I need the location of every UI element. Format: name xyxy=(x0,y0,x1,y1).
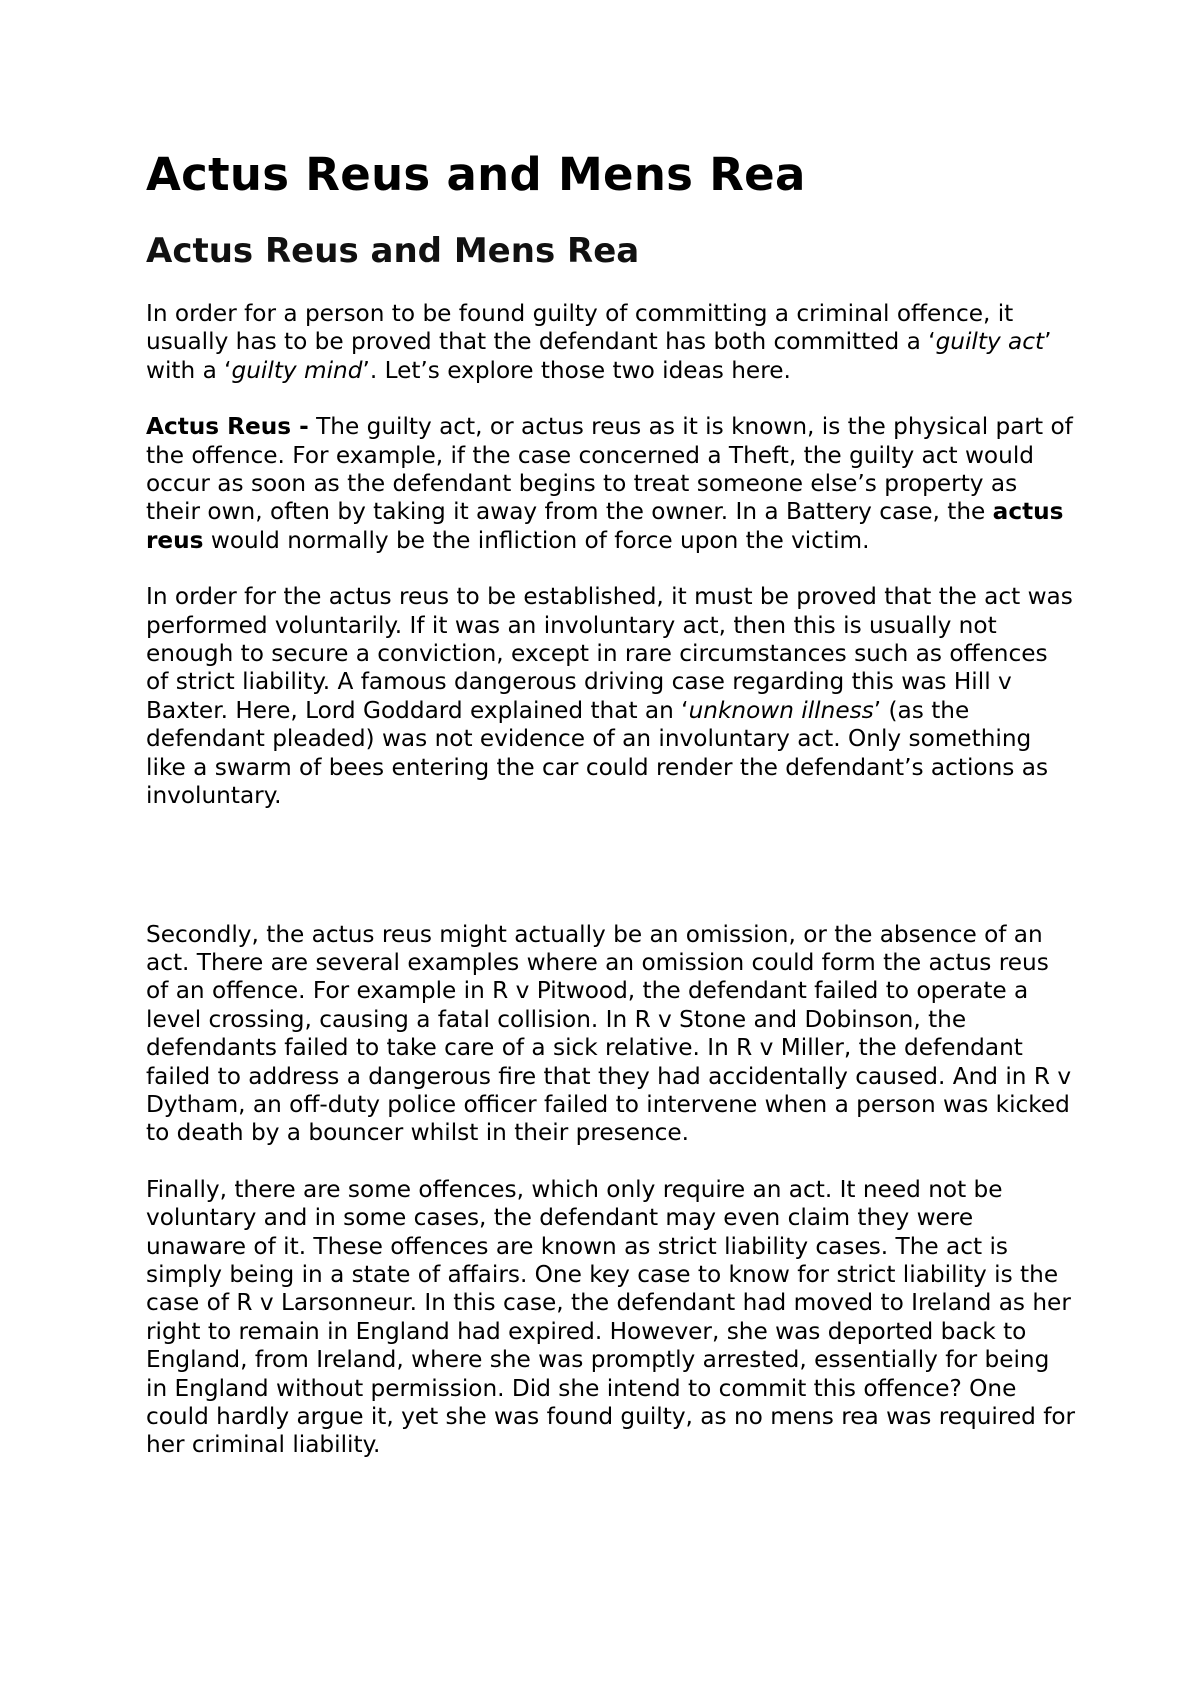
document-body xyxy=(146,148,1076,1460)
document-title: Actus Reus and Mens Rea xyxy=(146,148,806,201)
guilty-act-term: guilty act xyxy=(935,328,1045,356)
intro-text-2: ’ with a ‘ xyxy=(146,328,1052,384)
actus-reus-lead: Actus Reus - xyxy=(146,413,309,441)
voluntary-act-paragraph xyxy=(146,583,1076,810)
actus-reus-text-1: The guilty act, or actus reus as it is known, is the physical part of the offence. For example, if the case concerned a Theft, the guilty act would occur as soon as the defendant begins to treat someone else’s property as their own, often by taking it away from the owner. In a Battery case, the xyxy=(146,413,1073,526)
intro-paragraph xyxy=(146,300,1076,385)
intro-text-1: In order for a person to be found guilty of committing a criminal offence, it usually has to be proved that the defendant has both committed a ‘ xyxy=(146,300,1014,356)
actus-reus-paragraph xyxy=(146,413,1076,555)
voluntary-text-1: In order for the actus reus to be established, it must be proved that the act was performed voluntarily. If it was an involuntary act, then this is usually not enough to secure a conviction, except in rare circumstances such as offences of strict liability. A famous dangerous driving case regarding this was Hill v Baxter. Here, Lord Goddard explained that an ‘ xyxy=(146,583,1073,724)
strict-liability-paragraph: Finally, there are some offences, which only require an act. It need not be voluntary and in some cases, the defendant may even claim they were unaware of it. These offences are known as strict liability cases. The act is simply being in a state of affairs. One key case to know for strict liability is the case of R v Larsonneur. In this case, the defendant had moved to Ireland as her right to remain in England had expired. However, she was deported back to England, from Ireland, where she was promptly arrested, essentially for being in England without permission. Did she intend to commit this offence? One could hardly argue it, yet she was found guilty, as no mens rea was required for her criminal liability. xyxy=(146,1175,1076,1459)
actus-reus-term: actus reus xyxy=(146,498,1064,554)
guilty-mind-term: guilty mind xyxy=(231,356,363,384)
intro-text-3: ’. Let’s explore those two ideas here. xyxy=(362,356,791,384)
voluntary-text-2: ’ (as the defendant pleaded) was not evidence of an involuntary act. Only something like a swarm of bees entering the car could render the defendant’s actions as involuntary. xyxy=(146,696,1049,810)
omission-paragraph: Secondly, the actus reus might actually be an omission, or the absence of an act. There are several examples where an omission could form the actus reus of an offence. For example in R v Pitwood, the defendant failed to operate a level crossing, causing a fatal collision. In R v Stone and Dobinson, the defendants failed to take care of a sick relative. In R v Miller, the defendant failed to address a dangerous fire that they had accidentally caused. And in R v Dytham, an off-duty police officer failed to intervene when a person was kicked to death by a bouncer whilst in their presence. xyxy=(146,920,1072,1147)
unknown-illness-quote: unknown illness xyxy=(688,696,874,724)
actus-reus-text-2: would normally be the infliction of force upon the victim. xyxy=(203,526,870,554)
section-heading: Actus Reus and Mens Rea xyxy=(146,231,640,271)
